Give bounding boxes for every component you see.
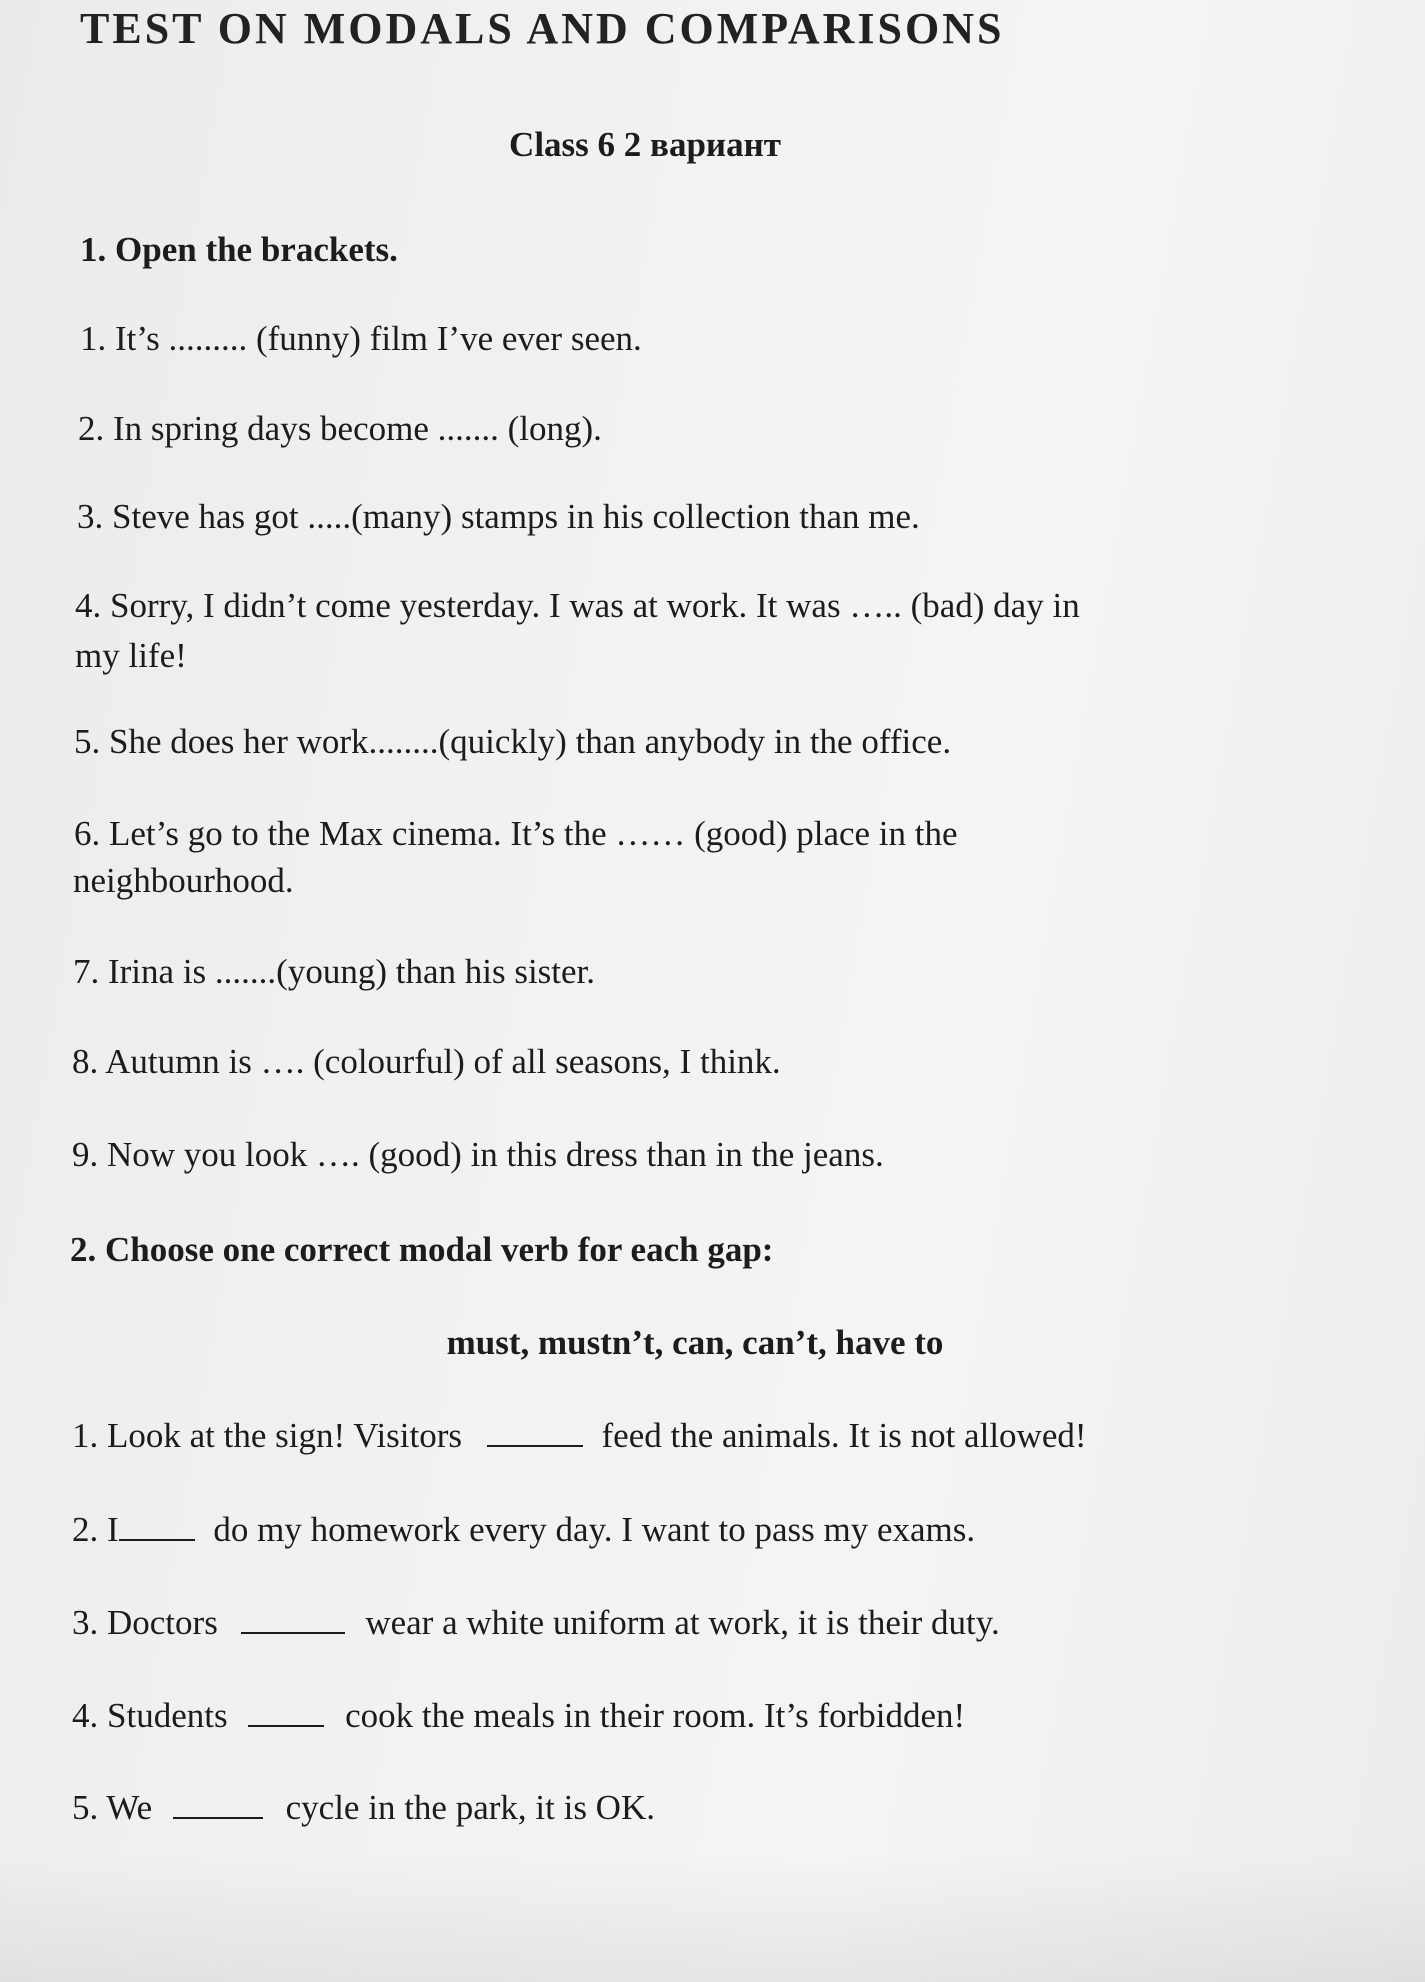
- task2-item-after: wear a white uniform at work, it is their duty.: [365, 1603, 1000, 1642]
- task2-item: [72, 1693, 965, 1739]
- task1-item: 3. Steve has got .....(many) stamps in his collection than me.: [77, 497, 920, 536]
- answer-blank[interactable]: [487, 1427, 583, 1447]
- task2-item: [72, 1413, 1087, 1459]
- answer-blank[interactable]: [241, 1614, 345, 1634]
- task1-item: 4. Sorry, I didn’t come yesterday. I was at work. It was ….. (bad) day in: [75, 586, 1080, 625]
- task2-item-after: feed the animals. It is not allowed!: [601, 1416, 1087, 1455]
- task2-item-after: do my homework every day. I want to pass my exams.: [213, 1510, 976, 1549]
- answer-blank[interactable]: [248, 1707, 324, 1727]
- task1-item: 7. Irina is .......(young) than his sister.: [73, 952, 596, 991]
- class-variant-line: Class 6 2 вариант: [509, 125, 781, 164]
- document-title-text: TEST ON MODALS AND COMPARISONS: [80, 4, 1005, 53]
- modal-word-bank: must, mustn’t, can, can’t, have to: [446, 1323, 944, 1362]
- task1-item: 5. She does her work........(quickly) than anybody in the office.: [74, 722, 952, 761]
- task2-item-after: cycle in the park, it is OK.: [285, 1788, 655, 1827]
- task2-item: [72, 1600, 1000, 1646]
- task2-item-after: cook the meals in their room. It’s forbidden!: [345, 1696, 966, 1735]
- task1-item: 9. Now you look …. (good) in this dress than in the jeans.: [72, 1135, 884, 1174]
- task1-item: 8. Autumn is …. (colourful) of all seasons, I think.: [72, 1042, 781, 1081]
- task2-item-before: 1. Look at the sign! Visitors: [72, 1416, 463, 1455]
- task2-item-before: 3. Doctors: [72, 1603, 218, 1642]
- task2-item: [72, 1507, 975, 1553]
- task2-heading: 2. Choose one correct modal verb for each gap:: [70, 1230, 774, 1269]
- task2-item-before: 2. I: [72, 1510, 119, 1549]
- document-title: [80, 4, 1005, 60]
- task1-heading: 1. Open the brackets.: [80, 230, 398, 269]
- answer-blank[interactable]: [119, 1521, 195, 1541]
- task2-item-before: 4. Students: [72, 1696, 228, 1735]
- task1-item: 2. In spring days become ....... (long).: [78, 409, 602, 448]
- task1-item: neighbourhood.: [73, 861, 294, 900]
- answer-blank[interactable]: [173, 1799, 263, 1819]
- task2-item: [72, 1785, 655, 1831]
- task1-item: 1. It’s ......... (funny) film I’ve ever seen.: [80, 319, 642, 358]
- task2-item-before: 5. We: [72, 1788, 153, 1827]
- task1-item: my life!: [75, 636, 187, 675]
- task1-item: 6. Let’s go to the Max cinema. It’s the …… (good) place in the: [74, 814, 958, 853]
